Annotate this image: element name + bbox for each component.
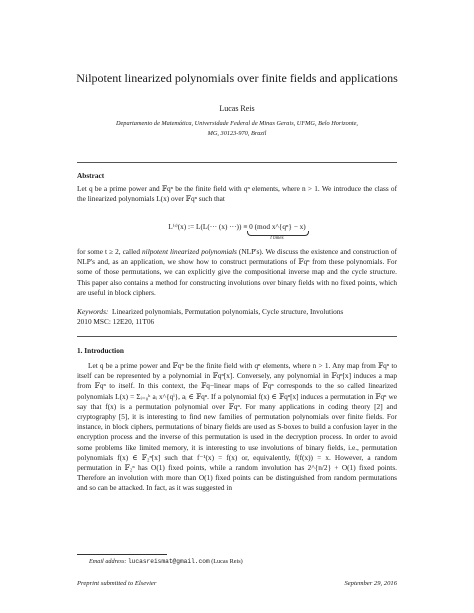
keywords-label: Keywords: xyxy=(77,307,109,316)
footnote-label: Email address: xyxy=(89,558,127,565)
introduction-paragraph xyxy=(77,361,397,494)
keywords-block xyxy=(77,307,397,327)
abstract-paragraph-1 xyxy=(77,184,397,204)
abstract-text-1: Let q be a prime power and 𝔽qⁿ be the finite field with qⁿ elements, where n > 1. We introduce the class of the linearized polynomials L(x) over 𝔽qⁿ such that xyxy=(77,184,397,204)
formula-underbrace-label: t times xyxy=(270,236,284,241)
abstract-heading: Abstract xyxy=(77,171,105,180)
nilpotent-formula xyxy=(77,222,397,244)
footnote-suffix: (Lucas Reis) xyxy=(211,558,243,565)
abstract-bottom-rule xyxy=(77,336,397,337)
footer-date: September 29, 2016 xyxy=(344,580,397,587)
abstract-paragraph-2 xyxy=(77,247,397,298)
abstract-text-2-emphasis: nilpotent linearized polynomials xyxy=(142,247,237,256)
footnote-rule xyxy=(77,554,167,555)
msc-codes: 2010 MSC: 12E20, 11T06 xyxy=(77,317,155,327)
introduction-text: Let q be a prime power and 𝔽qⁿ be the finite field with qⁿ elements, where n > 1. Any map from 𝔽qⁿ to itself can be represented by a polynomial in 𝔽qⁿ[x]. Conversely, any polynomial in 𝔽qⁿ[x] induces a map from 𝔽qⁿ to itself. In this context, the 𝔽q−linear maps of 𝔽qⁿ corresponds to the so called linearized polynomials L(x) = Σᵢ₌₀ᵏ aᵢ x^{qⁱ}, aᵢ ∈ 𝔽qⁿ. If a polynomial f(x) ∈ 𝔽qⁿ[x] induces a permutation in 𝔽qⁿ we say that f(x) is a permutation polynomial over 𝔽qⁿ. For many applications in coding theory [2] and cryptography [5], it is interesting to find new families of permutation polynomials over finite fields. For instance, in block ciphers, permutations of binary fields are used as S-boxes to build a confusion layer in the encryption process and the inverse of this permutation is used in the decryption process. In order to avoid some problems like limited memory, it is interesting to use involutions of binary fields, i.e., permutation polynomials f(x) ∈ 𝔽₂ⁿ[x] such that f⁻¹(x) = f(x) or, equivalently, f(f(x)) = x. However, a random permutation in 𝔽₂ⁿ has O(1) fixed points, while a random involution has 2^{n/2} + O(1) fixed points. Therefore an involution with more than O(1) fixed points can be distinguished from random permutations and so can be attacked. In fact, as it was suggested in xyxy=(77,361,397,493)
abstract-top-rule xyxy=(77,162,397,163)
footnote-email xyxy=(89,558,243,565)
author-name: Lucas Reis xyxy=(219,104,255,113)
abstract-text-2b: (NLP's). We discuss the existence and construction of NLP's and, as an application, we show how to construct permutations of 𝔽qⁿ from these polynomials. For some of those permutations, we can explicitly give the compositional inverse map and the cycle structure. This paper also contains a method for constructing involutions over binary fields with no fixed points, which are useful in block ciphers. xyxy=(77,247,397,297)
paper-title: Nilpotent linearized polynomials over finite fields and applications xyxy=(76,71,398,85)
keywords-text: Linearized polynomials, Permutation polynomials, Cycle structure, Involutions xyxy=(112,307,344,316)
formula-text: L⁽ᵗ⁾(x) := L(L(··· (x) ···)) ≡ 0 (mod x^{qⁿ} − x) xyxy=(168,222,306,231)
abstract-text-2a: for some t ≥ 2, called xyxy=(77,247,143,256)
email-link[interactable]: lucasreismat@gmail.com xyxy=(127,558,210,565)
footer-preprint: Preprint submitted to Elsevier xyxy=(77,580,157,587)
author-affiliation: Departamento de Matemática, Universidade Federal de Minas Gerais, UFMG, Belo Horizonte, MG, 30123-970, Brazil xyxy=(115,120,359,137)
section-heading-introduction: 1. Introduction xyxy=(77,346,124,355)
